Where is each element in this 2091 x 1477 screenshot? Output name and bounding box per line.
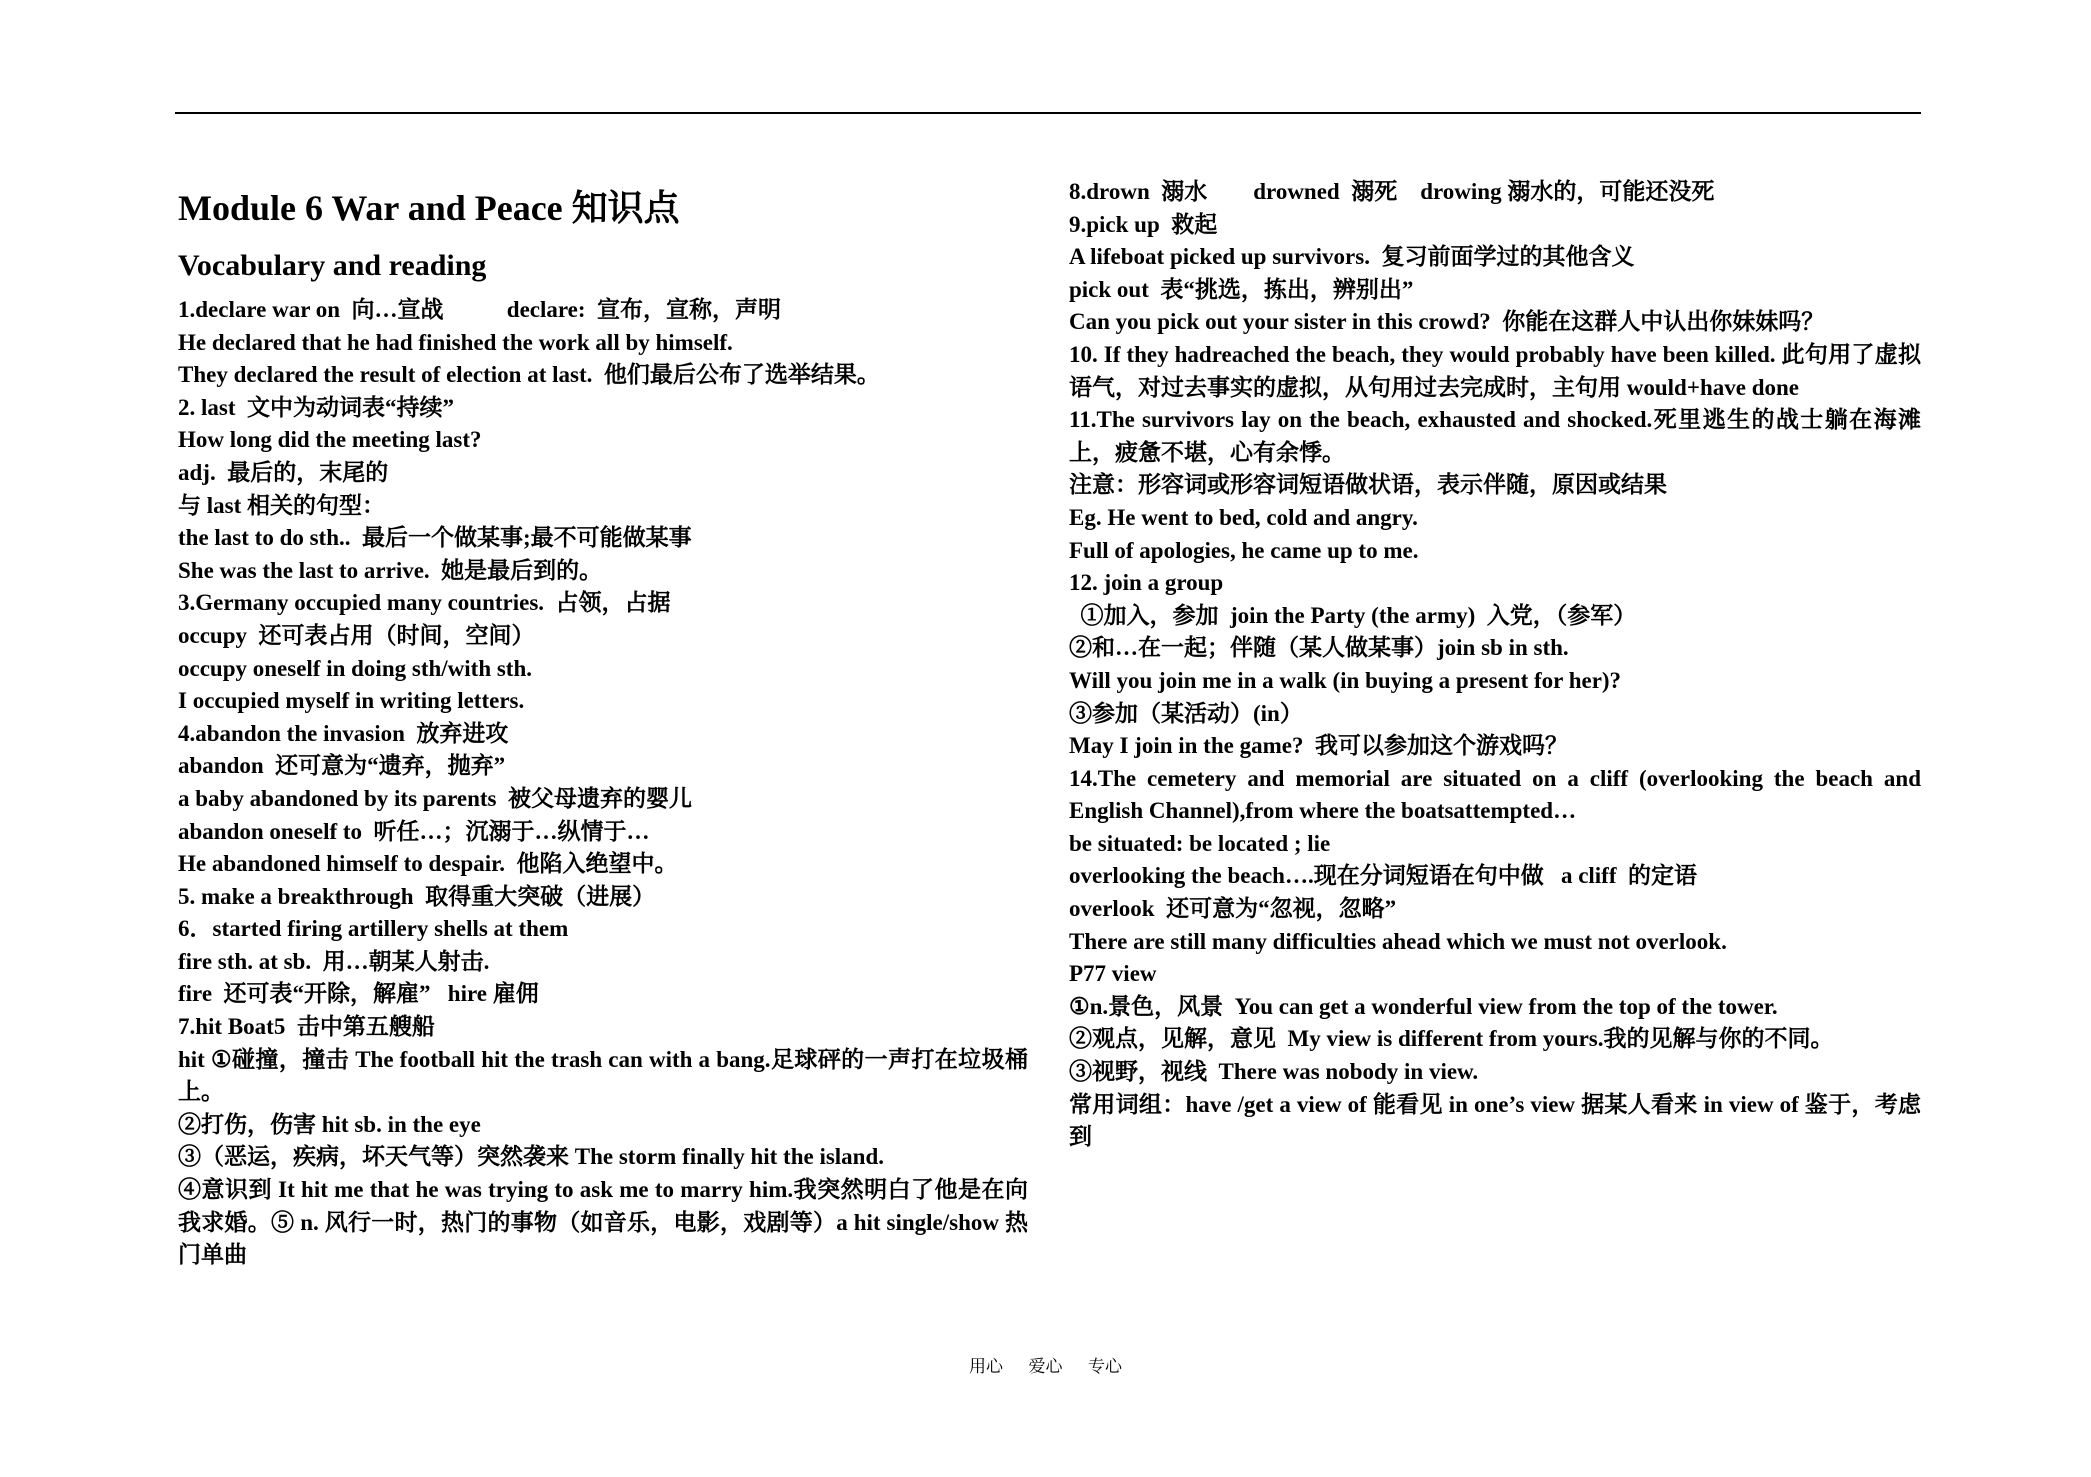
text-line: 8.drown 溺水 drowned 溺死 drowing 溺水的，可能还没死 — [1069, 179, 1715, 204]
text-line: ①n.景色，风景 You can get a wonderful view from the top of the tower. — [1069, 993, 1778, 1019]
text-line: 与 last 相关的句型： — [178, 492, 385, 518]
text-line: abandon oneself to 听任…；沉溺于…纵情于… — [178, 818, 650, 844]
text-line: fire 还可表“开除，解雇” hire 雇佣 — [178, 981, 539, 1007]
text-line: 6．started firing artillery shells at them — [178, 916, 569, 942]
page-footer: 用心 爱心 专心 — [969, 1357, 1122, 1376]
text-line: pick out 表“挑选，拣出，辨别出” — [1069, 276, 1414, 302]
header-rule — [175, 112, 1921, 114]
text-line: occupy oneself in doing sth/with sth. — [178, 655, 533, 681]
section-heading: Vocabulary and reading — [178, 249, 487, 282]
text-line: ②打伤，伤害 hit sb. in the eye — [178, 1111, 481, 1137]
text-line: overlook 还可意为“忽视，忽略” — [1069, 896, 1397, 922]
text-line: fire sth. at sb. 用…朝某人射击. — [178, 948, 490, 974]
text-line: I occupied myself in writing letters. — [178, 688, 525, 714]
text-line: They declared the result of election at last. 他们最后公布了选举结果。 — [178, 362, 880, 388]
text-paragraph: 常用词组：have /get a view of 能看见 in one’s view 据某人看来 in view of 鉴于，考虑到 — [1069, 1091, 1921, 1150]
text-line: 12. join a group — [1069, 570, 1224, 596]
document-title: Module 6 War and Peace 知识点 — [178, 188, 680, 228]
left-column — [178, 176, 1028, 1272]
text-line: 7.hit Boat5 击中第五艘船 — [178, 1014, 435, 1040]
text-line: May I join in the game? 我可以参加这个游戏吗？ — [1069, 733, 1568, 759]
text-line: be situated: be located ; lie — [1069, 830, 1331, 856]
text-line: He declared that he had finished the work all by himself. — [178, 329, 733, 355]
text-line: adj. 最后的，末尾的 — [178, 459, 389, 485]
text-line: ③参加（某活动）(in） — [1069, 700, 1303, 726]
text-line: ②和…在一起；伴随（某人做某事）join sb in sth. — [1069, 635, 1569, 661]
text-line: 注意：形容词或形容词短语做状语，表示伴随，原因或结果 — [1069, 472, 1667, 498]
text-line: There are still many difficulties ahead which we must not overlook. — [1069, 928, 1727, 954]
text-line: She was the last to arrive. 她是最后到的。 — [178, 557, 603, 583]
text-line: Can you pick out your sister in this crowd? 你能在这群人中认出你妹妹吗？ — [1069, 309, 1825, 335]
text-line: ③（恶运，疾病，坏天气等）突然袭来 The storm finally hit the island. — [178, 1144, 885, 1170]
text-paragraph: 14.The cemetery and memorial are situated on a cliff (overlooking the beach and English Channel),from where the boatsattempted… — [1069, 765, 1921, 824]
text-line: 1.declare war on 向…宣战 declare: 宣布，宣称，声明 — [178, 297, 782, 322]
text-line: Eg. He went to bed, cold and angry. — [1069, 504, 1418, 530]
text-line: 3.Germany occupied many countries. 占领，占据 — [178, 590, 671, 616]
text-line: A lifeboat picked up survivors. 复习前面学过的其他含义 — [1069, 244, 1635, 270]
text-line: a baby abandoned by its parents 被父母遗弃的婴儿 — [178, 785, 692, 811]
text-line: ②观点，见解，意见 My view is different from yours.我的见解与你的不同。 — [1069, 1026, 1834, 1052]
text-line: ③视野，视线 There was nobody in view. — [1069, 1059, 1479, 1085]
text-line: abandon 还可意为“遗弃，抛弃” — [178, 753, 506, 779]
text-paragraph: hit ①碰撞，撞击 The football hit the trash can with a bang.足球砰的一声打在垃圾桶上。 — [178, 1046, 1028, 1105]
right-column — [1069, 176, 1921, 1154]
text-line: How long did the meeting last? — [178, 427, 482, 453]
text-paragraph: ④意识到 It hit me that he was trying to ask me to marry him.我突然明白了他是在向我求婚。⑤ n. 风行一时，热门的事物（如音乐，电影，戏剧等）a hit single/show 热门单曲 — [178, 1177, 1028, 1268]
text-line: P77 view — [1069, 961, 1157, 987]
text-line: Will you join me in a walk (in buying a present for her)? — [1069, 667, 1622, 693]
text-line: 2. last 文中为动词表“持续” — [178, 394, 454, 420]
text-line: 4.abandon the invasion 放弃进攻 — [178, 720, 509, 746]
text-line: 5. make a breakthrough 取得重大突破（进展） — [178, 883, 656, 909]
text-line: 9.pick up 救起 — [1069, 211, 1218, 237]
text-line: occupy 还可表占用（时间，空间） — [178, 622, 535, 648]
text-line: He abandoned himself to despair. 他陷入绝望中。 — [178, 851, 678, 877]
text-line: ①加入，参加 join the Party (the army) 入党，（参军） — [1069, 602, 1637, 628]
text-line: the last to do sth.. 最后一个做某事;最不可能做某事 — [178, 525, 692, 551]
text-line: Full of apologies, he came up to me. — [1069, 537, 1419, 563]
text-paragraph: 11.The survivors lay on the beach, exhausted and shocked.死里逃生的战士躺在海滩上，疲惫不堪，心有余悸。 — [1069, 407, 1921, 465]
text-paragraph: 10. If they hadreached the beach, they would probably have been killed. 此句用了虚拟语气，对过去事实的虚拟，从句用过去完成时，主句用 would+have done — [1069, 341, 1921, 400]
text-line: overlooking the beach….现在分词短语在句中做 a cliff 的定语 — [1069, 863, 1697, 889]
